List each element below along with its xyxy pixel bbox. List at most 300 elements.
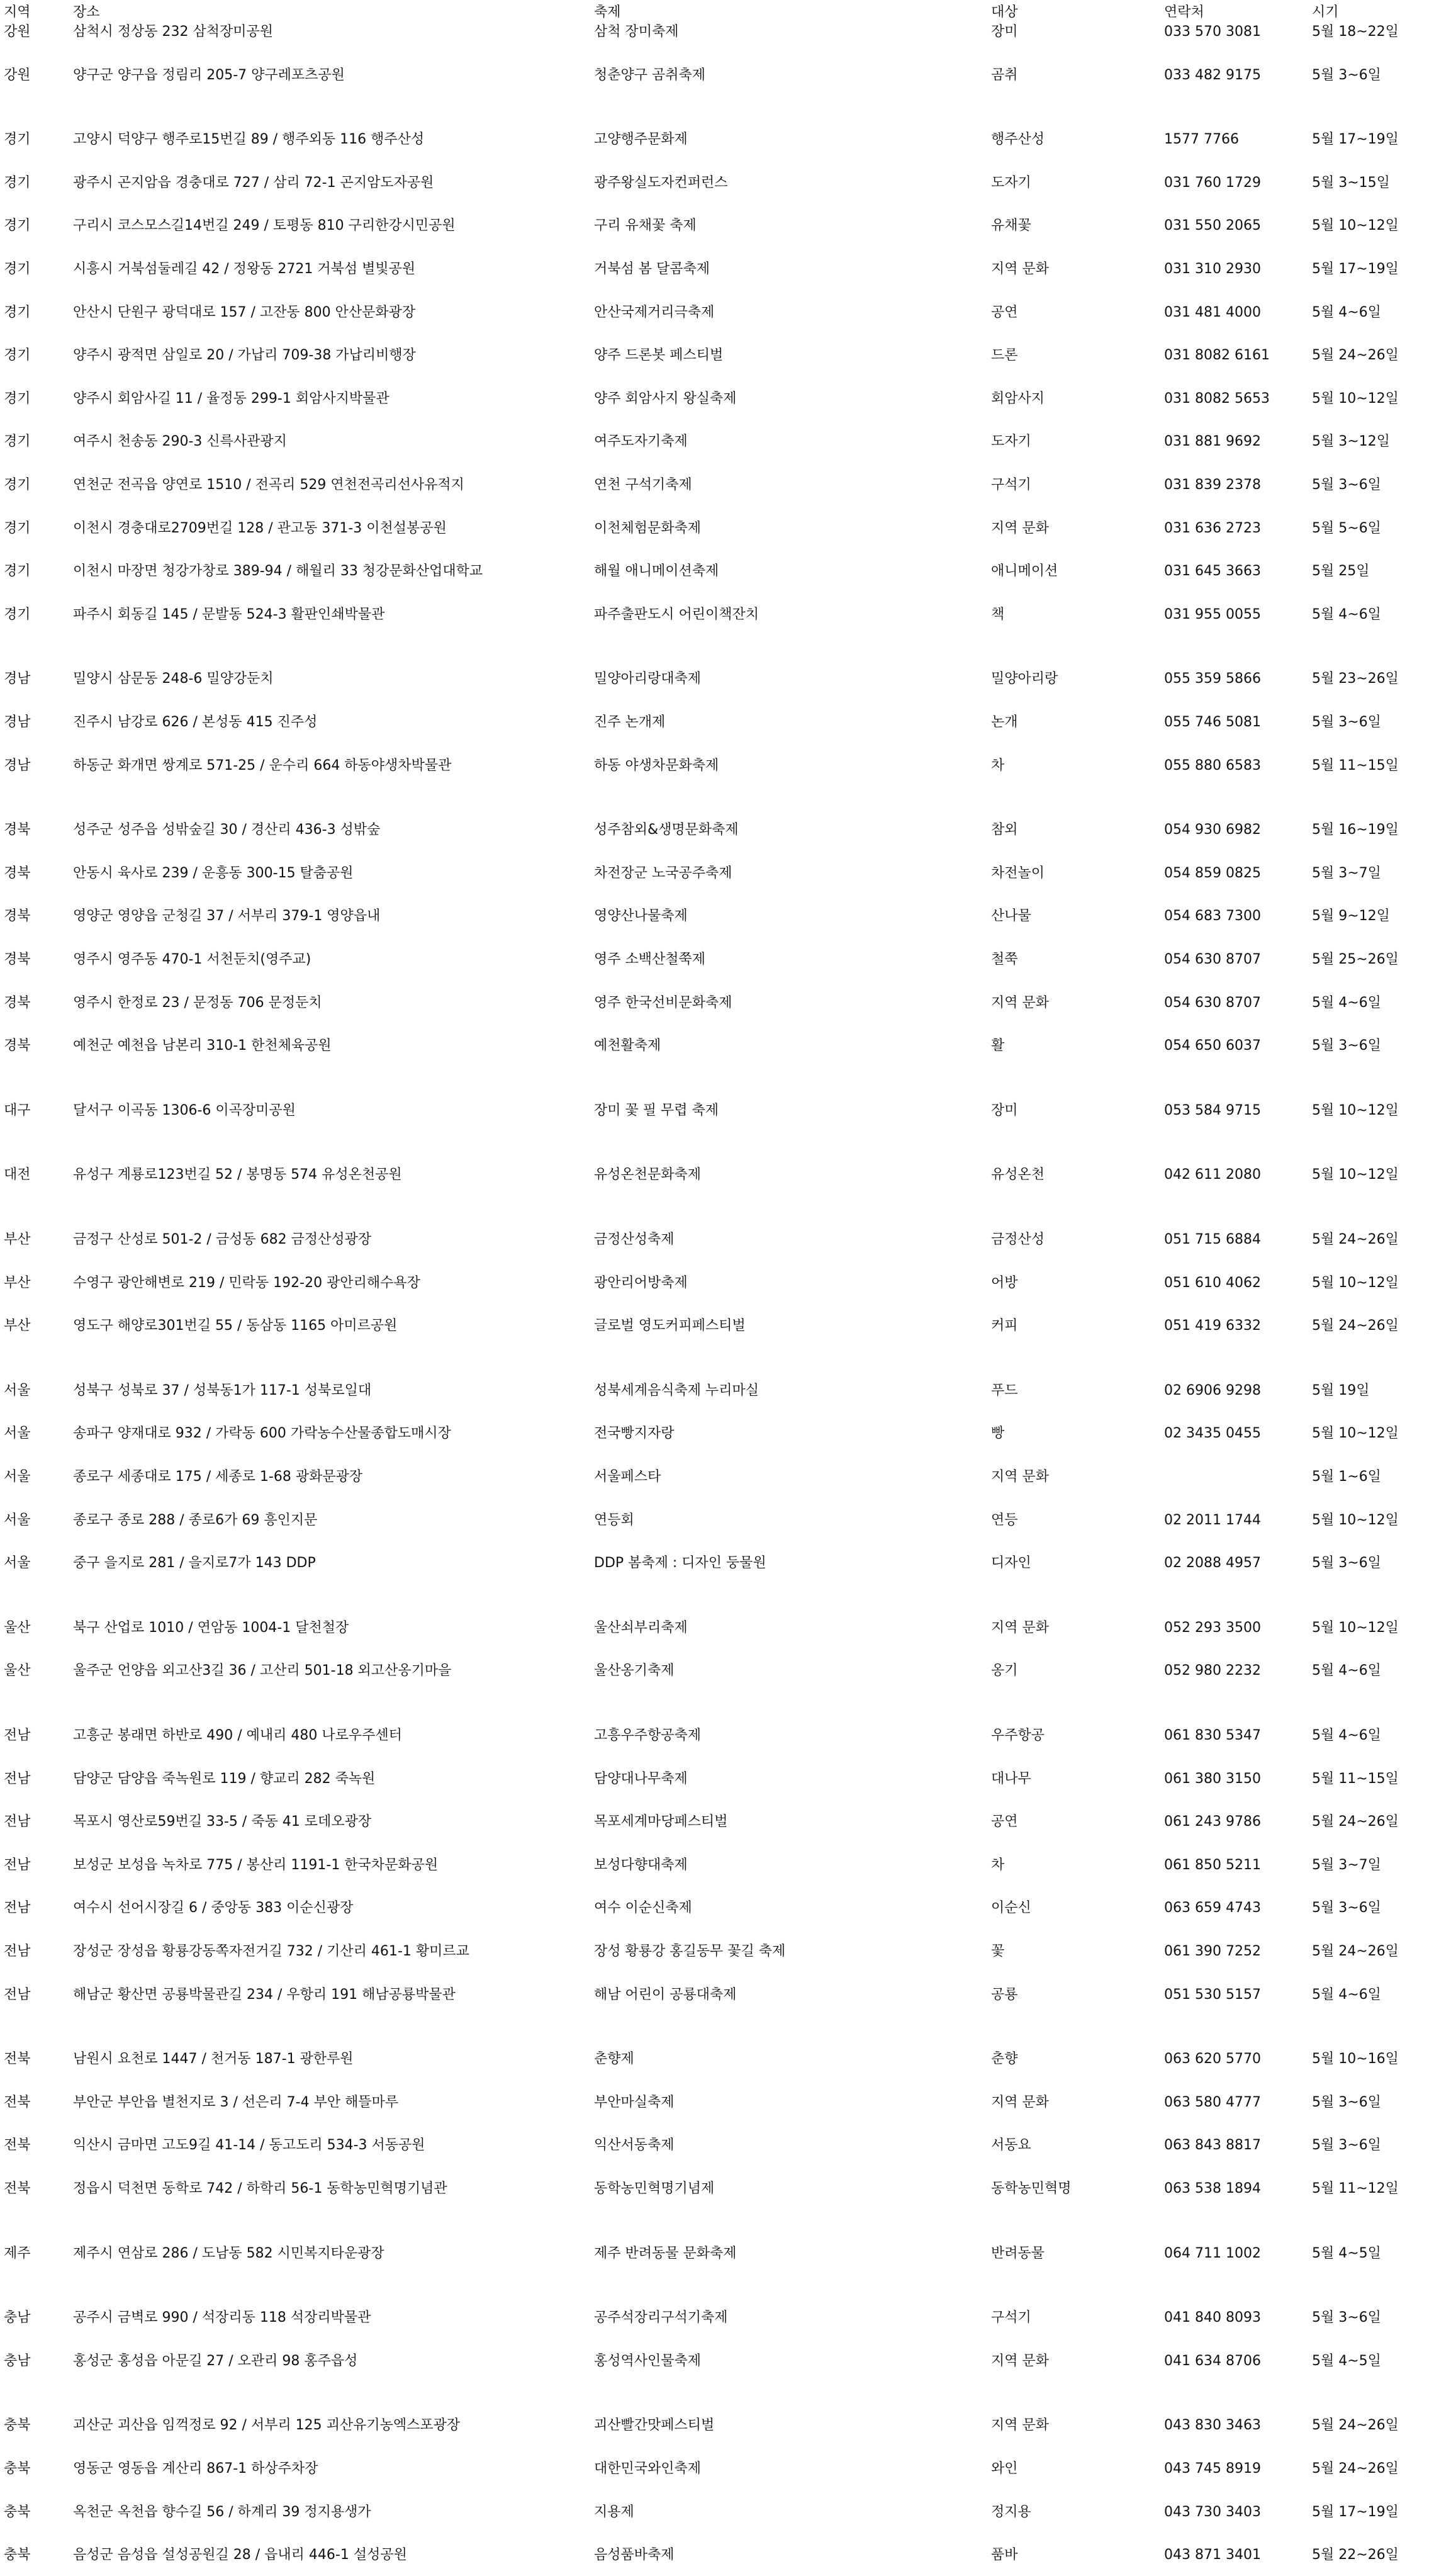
- table-row: [0, 1941, 1451, 1962]
- table-row: [0, 2135, 1451, 2156]
- cell-period: 5월 4~6일: [1312, 305, 1381, 320]
- cell-region: 경기: [4, 520, 31, 536]
- table-row: [0, 1315, 1451, 1337]
- cell-place: 예천군 예천읍 남본리 310-1 한천체육공원: [73, 1038, 332, 1054]
- cell-phone: 051 419 6332: [1164, 1318, 1261, 1334]
- table-row: [0, 906, 1451, 927]
- cell-festival: 해월 애니메이션축제: [594, 563, 719, 579]
- cell-period: 5월 10~12일: [1312, 218, 1399, 233]
- cell-phone: 054 650 6037: [1164, 1038, 1261, 1054]
- cell-target: 동학농민혁명: [991, 2181, 1072, 2196]
- cell-period: 5월 3~15일: [1312, 175, 1390, 191]
- table-row: [0, 2092, 1451, 2113]
- cell-festival: 보성다향대축제: [594, 1857, 688, 1873]
- cell-festival: 제주 반려동물 문화축제: [594, 2246, 737, 2261]
- cell-region: 강원: [4, 67, 31, 83]
- cell-target: 서동요: [991, 2137, 1031, 2153]
- column-header-region: 지역: [4, 4, 31, 20]
- cell-region: 부산: [4, 1275, 31, 1291]
- cell-region: 서울: [4, 1512, 31, 1528]
- cell-phone: 054 683 7300: [1164, 908, 1261, 924]
- cell-place: 고흥군 봉래면 하반로 490 / 예내리 480 나로우주센터: [73, 1728, 402, 1743]
- cell-period: 5월 10~12일: [1312, 1275, 1399, 1291]
- cell-region: 울산: [4, 1663, 31, 1679]
- cell-region: 경기: [4, 347, 31, 363]
- cell-region: 전북: [4, 2181, 31, 2196]
- cell-region: 전남: [4, 1943, 31, 1959]
- cell-target: 차: [991, 758, 1005, 773]
- cell-festival: 이천체험문화축제: [594, 520, 702, 536]
- cell-region: 경북: [4, 995, 31, 1011]
- cell-phone: 031 955 0055: [1164, 607, 1261, 622]
- cell-period: 5월 19일: [1312, 1383, 1370, 1398]
- cell-period: 5월 5~6일: [1312, 520, 1381, 536]
- cell-period: 5월 9~12일: [1312, 908, 1390, 924]
- cell-place: 영주시 영주동 470-1 서천둔치(영주교): [73, 952, 311, 967]
- cell-festival: 여수 이순신축제: [594, 1900, 692, 1916]
- cell-place: 종로구 세종대로 175 / 세종로 1-68 광화문광장: [73, 1469, 363, 1485]
- cell-place: 음성군 음성읍 설성공원길 28 / 읍내리 446-1 설성공원: [73, 2547, 407, 2563]
- cell-place: 익산시 금마면 고도9길 41-14 / 동고도리 534-3 서동공원: [73, 2137, 425, 2153]
- cell-target: 구석기: [991, 477, 1031, 493]
- cell-phone: 055 746 5081: [1164, 714, 1261, 730]
- cell-target: 행주산성: [991, 132, 1045, 147]
- cell-region: 경기: [4, 261, 31, 277]
- cell-period: 5월 17~19일: [1312, 261, 1399, 277]
- cell-festival: 양주 회암사지 왕실축제: [594, 391, 737, 407]
- table-row: [0, 1898, 1451, 1919]
- cell-phone: 053 584 9715: [1164, 1103, 1261, 1118]
- table-row: [0, 475, 1451, 496]
- cell-place: 영양군 영양읍 군청길 37 / 서부리 379-1 영양읍내: [73, 908, 381, 924]
- cell-period: 5월 4~5일: [1312, 2246, 1381, 2261]
- cell-place: 부안군 부안읍 별천지로 3 / 선은리 7-4 부안 해뜰마루: [73, 2095, 399, 2110]
- cell-place: 해남군 황산면 공룡박물관길 234 / 우항리 191 해남공룡박물관: [73, 1987, 456, 2003]
- cell-target: 공연: [991, 1814, 1018, 1830]
- cell-phone: 055 359 5866: [1164, 671, 1261, 687]
- cell-place: 파주시 회동길 145 / 문발동 524-3 활판인쇄박물관: [73, 607, 385, 622]
- cell-target: 지역 문화: [991, 1620, 1050, 1636]
- cell-festival: 울산옹기축제: [594, 1663, 675, 1679]
- cell-target: 푸드: [991, 1383, 1018, 1398]
- cell-period: 5월 3~6일: [1312, 67, 1381, 83]
- cell-target: 어방: [991, 1275, 1018, 1291]
- cell-target: 도자기: [991, 175, 1031, 191]
- cell-place: 남원시 요천로 1447 / 천거동 187-1 광한루원: [73, 2051, 354, 2067]
- cell-place: 괴산군 괴산읍 임꺽정로 92 / 서부리 125 괴산유기농엑스포광장: [73, 2417, 461, 2433]
- cell-festival: 고흥우주항공축제: [594, 1728, 702, 1743]
- cell-region: 경기: [4, 132, 31, 147]
- column-header-target: 대상: [991, 4, 1018, 20]
- cell-place: 여수시 선어시장길 6 / 중앙동 383 이순신광장: [73, 1900, 354, 1916]
- cell-festival: 공주석장리구석기축제: [594, 2310, 728, 2326]
- table-row: [0, 1380, 1451, 1402]
- cell-place: 광주시 곤지암읍 경충대로 727 / 삼리 72-1 곤지암도자공원: [73, 175, 434, 191]
- cell-place: 공주시 금벽로 990 / 석장리동 118 석장리박물관: [73, 2310, 371, 2326]
- column-header-phone: 연락처: [1164, 4, 1204, 20]
- cell-region: 경북: [4, 952, 31, 967]
- cell-festival: 글로벌 영도커피페스티벌: [594, 1318, 746, 1334]
- cell-festival: 안산국제거리극축제: [594, 305, 715, 320]
- table-row: [0, 1100, 1451, 1122]
- cell-place: 달서구 이곡동 1306-6 이곡장미공원: [73, 1103, 296, 1118]
- cell-region: 경북: [4, 865, 31, 881]
- cell-period: 5월 4~5일: [1312, 2353, 1381, 2369]
- cell-period: 5월 24~26일: [1312, 347, 1399, 363]
- cell-festival: 서울페스타: [594, 1469, 661, 1485]
- table-row: [0, 1725, 1451, 1746]
- cell-region: 경북: [4, 822, 31, 838]
- cell-target: 대나무: [991, 1771, 1031, 1787]
- cell-period: 5월 10~12일: [1312, 391, 1399, 407]
- column-header-place: 장소: [73, 4, 100, 20]
- cell-place: 유성구 계룡로123번길 52 / 봉명동 574 유성온천공원: [73, 1167, 402, 1183]
- cell-phone: 031 8082 6161: [1164, 347, 1270, 363]
- cell-place: 구리시 코스모스길14번길 249 / 토평동 810 구리한강시민공원: [73, 218, 456, 233]
- cell-festival: 양주 드론봇 페스티벌: [594, 347, 724, 363]
- cell-target: 디자인: [991, 1555, 1031, 1571]
- cell-period: 5월 10~12일: [1312, 1512, 1399, 1528]
- cell-period: 5월 3~6일: [1312, 1900, 1381, 1916]
- table-row: [0, 2351, 1451, 2372]
- cell-phone: 052 293 3500: [1164, 1620, 1261, 1636]
- cell-place: 연천군 전곡읍 양연로 1510 / 전곡리 529 연천전곡리선사유적지: [73, 477, 464, 493]
- cell-period: 5월 3~6일: [1312, 1555, 1381, 1571]
- cell-phone: 043 745 8919: [1164, 2461, 1261, 2477]
- cell-festival: 울산쇠부리축제: [594, 1620, 688, 1636]
- cell-place: 양구군 양구읍 정림리 205-7 양구레포츠공원: [73, 67, 345, 83]
- cell-phone: 031 8082 5653: [1164, 391, 1270, 407]
- cell-phone: 051 610 4062: [1164, 1275, 1261, 1291]
- cell-target: 지역 문화: [991, 520, 1050, 536]
- cell-target: 활: [991, 1038, 1005, 1054]
- cell-phone: 031 310 2930: [1164, 261, 1261, 277]
- cell-region: 전남: [4, 1728, 31, 1743]
- cell-target: 드론: [991, 347, 1018, 363]
- column-header-festival: 축제: [594, 4, 621, 20]
- cell-period: 5월 3~7일: [1312, 865, 1381, 881]
- cell-region: 충북: [4, 2417, 31, 2433]
- cell-festival: 유성온천문화축제: [594, 1167, 702, 1183]
- cell-target: 지역 문화: [991, 2095, 1050, 2110]
- cell-period: 5월 10~16일: [1312, 2051, 1399, 2067]
- table-row: [0, 1510, 1451, 1531]
- cell-festival: 목포세계마당페스티벌: [594, 1814, 728, 1830]
- table-row: [0, 172, 1451, 194]
- cell-region: 서울: [4, 1426, 31, 1441]
- cell-target: 금정산성: [991, 1232, 1045, 1247]
- table-row: [0, 259, 1451, 280]
- cell-region: 경북: [4, 1038, 31, 1054]
- cell-period: 5월 3~6일: [1312, 714, 1381, 730]
- cell-target: 애니메이션: [991, 563, 1058, 579]
- cell-region: 전남: [4, 1900, 31, 1916]
- cell-festival: 구리 유채꽃 축제: [594, 218, 697, 233]
- cell-region: 대전: [4, 1167, 31, 1183]
- table-row: [0, 65, 1451, 86]
- cell-phone: 061 243 9786: [1164, 1814, 1261, 1830]
- cell-target: 우주항공: [991, 1728, 1045, 1743]
- table-row: [0, 388, 1451, 410]
- cell-target: 차전놀이: [991, 865, 1045, 881]
- cell-festival: 익산서동축제: [594, 2137, 675, 2153]
- table-row: [0, 668, 1451, 690]
- cell-place: 담양군 담양읍 죽녹원로 119 / 향교리 282 죽녹원: [73, 1771, 376, 1787]
- table-row: [0, 345, 1451, 366]
- cell-region: 전북: [4, 2137, 31, 2153]
- cell-phone: 054 859 0825: [1164, 865, 1261, 881]
- cell-region: 경기: [4, 305, 31, 320]
- cell-place: 보성군 보성읍 녹차로 775 / 봉산리 1191-1 한국차문화공원: [73, 1857, 439, 1873]
- table-row: [0, 2307, 1451, 2329]
- cell-phone: 031 645 3663: [1164, 563, 1261, 579]
- table-row: [0, 1273, 1451, 1294]
- cell-phone: 063 659 4743: [1164, 1900, 1261, 1916]
- cell-period: 5월 1~6일: [1312, 1469, 1381, 1485]
- cell-target: 꽃: [991, 1943, 1005, 1959]
- cell-target: 커피: [991, 1318, 1018, 1334]
- table-row: [0, 1660, 1451, 1682]
- table-row: [0, 1984, 1451, 2006]
- cell-region: 전북: [4, 2095, 31, 2110]
- cell-phone: 043 830 3463: [1164, 2417, 1261, 2433]
- cell-phone: 064 711 1002: [1164, 2246, 1261, 2261]
- cell-period: 5월 11~15일: [1312, 1771, 1399, 1787]
- cell-region: 경기: [4, 477, 31, 493]
- cell-place: 장성군 장성읍 황룡강동쪽자전거길 732 / 기산리 461-1 황미르교: [73, 1943, 469, 1959]
- cell-target: 책: [991, 607, 1005, 622]
- cell-period: 5월 10~12일: [1312, 1167, 1399, 1183]
- cell-phone: 054 630 8707: [1164, 995, 1261, 1011]
- cell-phone: 043 730 3403: [1164, 2504, 1261, 2520]
- cell-place: 울주군 언양읍 외고산3길 36 / 고산리 501-18 외고산옹기마을: [73, 1663, 452, 1679]
- table-row: [0, 129, 1451, 150]
- cell-phone: 02 2088 4957: [1164, 1555, 1261, 1571]
- table-row: [0, 1423, 1451, 1444]
- cell-place: 제주시 연삼로 286 / 도남동 582 시민복지타운광장: [73, 2246, 384, 2261]
- cell-target: 밀양아리랑: [991, 671, 1058, 687]
- table-row: [0, 2049, 1451, 2070]
- cell-target: 장미: [991, 1103, 1018, 1118]
- cell-period: 5월 3~6일: [1312, 2137, 1381, 2153]
- cell-region: 경북: [4, 908, 31, 924]
- cell-place: 고양시 덕양구 행주로15번길 89 / 행주외동 116 행주산성: [73, 132, 425, 147]
- cell-festival: 대한민국와인축제: [594, 2461, 702, 2477]
- cell-place: 이천시 경충대로2709번길 128 / 관고동 371-3 이천설봉공원: [73, 520, 447, 536]
- table-row: [0, 21, 1451, 43]
- cell-place: 양주시 광적면 삼일로 20 / 가납리 709-38 가납리비행장: [73, 347, 416, 363]
- cell-place: 북구 산업로 1010 / 연암동 1004-1 달천철장: [73, 1620, 349, 1636]
- cell-festival: 성주참외&생명문화축제: [594, 822, 739, 838]
- cell-target: 지역 문화: [991, 995, 1050, 1011]
- cell-period: 5월 24~26일: [1312, 1318, 1399, 1334]
- cell-target: 철쭉: [991, 952, 1018, 967]
- cell-period: 5월 4~6일: [1312, 607, 1381, 622]
- table-row: [0, 863, 1451, 884]
- cell-region: 경기: [4, 563, 31, 579]
- cell-region: 전북: [4, 2051, 31, 2067]
- cell-festival: 영주 한국선비문화축제: [594, 995, 732, 1011]
- cell-target: 연등: [991, 1512, 1018, 1528]
- cell-region: 전남: [4, 1771, 31, 1787]
- cell-festival: 금정산성축제: [594, 1232, 675, 1247]
- cell-period: 5월 10~12일: [1312, 1620, 1399, 1636]
- cell-region: 서울: [4, 1383, 31, 1398]
- cell-target: 정지용: [991, 2504, 1031, 2520]
- cell-place: 삼척시 정상동 232 삼척장미공원: [73, 24, 273, 40]
- cell-period: 5월 22~26일: [1312, 2547, 1399, 2563]
- cell-festival: 장미 꽃 필 무렵 축제: [594, 1103, 719, 1118]
- cell-phone: 041 634 8706: [1164, 2353, 1261, 2369]
- cell-phone: 031 760 1729: [1164, 175, 1261, 191]
- cell-period: 5월 4~6일: [1312, 995, 1381, 1011]
- cell-phone: 063 843 8817: [1164, 2137, 1261, 2153]
- table-row: [0, 1553, 1451, 1574]
- cell-festival: 담양대나무축제: [594, 1771, 688, 1787]
- cell-region: 대구: [4, 1103, 31, 1118]
- cell-target: 장미: [991, 24, 1018, 40]
- cell-period: 5월 24~26일: [1312, 1232, 1399, 1247]
- cell-place: 하동군 화개면 쌍계로 571-25 / 운수리 664 하동야생차박물관: [73, 758, 452, 773]
- table-row: [0, 431, 1451, 453]
- cell-period: 5월 3~6일: [1312, 1038, 1381, 1054]
- cell-phone: 02 2011 1744: [1164, 1512, 1261, 1528]
- cell-festival: 연등회: [594, 1512, 634, 1528]
- cell-phone: 063 620 5770: [1164, 2051, 1261, 2067]
- cell-period: 5월 24~26일: [1312, 2461, 1399, 2477]
- cell-place: 홍성군 홍성읍 아문길 27 / 오관리 98 홍주읍성: [73, 2353, 358, 2369]
- table-header: [0, 2, 1451, 23]
- table-row: [0, 215, 1451, 237]
- cell-phone: 042 611 2080: [1164, 1167, 1261, 1183]
- table-row: [0, 518, 1451, 539]
- cell-period: 5월 4~6일: [1312, 1987, 1381, 2003]
- cell-place: 안동시 육사로 239 / 운흥동 300-15 탈춤공원: [73, 865, 354, 881]
- cell-place: 양주시 회암사길 11 / 율정동 299-1 회암사지박물관: [73, 391, 389, 407]
- cell-festival: 하동 야생차문화축제: [594, 758, 719, 773]
- cell-target: 도자기: [991, 434, 1031, 449]
- cell-region: 서울: [4, 1555, 31, 1571]
- cell-target: 빵: [991, 1426, 1005, 1441]
- cell-place: 옥천군 옥천읍 향수길 56 / 하계리 39 정지용생가: [73, 2504, 371, 2520]
- cell-phone: 051 715 6884: [1164, 1232, 1261, 1247]
- cell-phone: 02 3435 0455: [1164, 1426, 1261, 1441]
- cell-target: 춘향: [991, 2051, 1018, 2067]
- cell-festival: 광안리어방축제: [594, 1275, 688, 1291]
- cell-region: 경남: [4, 714, 31, 730]
- cell-festival: 청춘양구 곰취축제: [594, 67, 706, 83]
- cell-period: 5월 24~26일: [1312, 2417, 1399, 2433]
- cell-festival: 동학농민혁명기념제: [594, 2181, 715, 2196]
- cell-festival: 괴산빨간맛페스티벌: [594, 2417, 715, 2433]
- cell-period: 5월 3~7일: [1312, 1857, 1381, 1873]
- table-row: [0, 819, 1451, 841]
- cell-place: 이천시 마장면 청강가창로 389-94 / 해월리 33 청강문화산업대학교: [73, 563, 483, 579]
- cell-period: 5월 10~12일: [1312, 1103, 1399, 1118]
- cell-festival: 영주 소백산철쭉제: [594, 952, 706, 967]
- table-row: [0, 1855, 1451, 1876]
- cell-target: 이순신: [991, 1900, 1031, 1916]
- table-row: [0, 949, 1451, 970]
- cell-target: 반려동물: [991, 2246, 1045, 2261]
- cell-period: 5월 11~15일: [1312, 758, 1399, 773]
- cell-festival: 영양산나물축제: [594, 908, 688, 924]
- cell-place: 영도구 해양로301번길 55 / 동삼동 1165 아미르공원: [73, 1318, 398, 1334]
- cell-phone: 052 980 2232: [1164, 1663, 1261, 1679]
- cell-phone: 051 530 5157: [1164, 1987, 1261, 2003]
- cell-period: 5월 3~6일: [1312, 477, 1381, 493]
- cell-festival: 광주왕실도자컨퍼런스: [594, 175, 728, 191]
- cell-region: 경기: [4, 391, 31, 407]
- cell-festival: 파주출판도시 어린이책잔치: [594, 607, 759, 622]
- cell-region: 충남: [4, 2353, 31, 2369]
- cell-target: 공룡: [991, 1987, 1018, 2003]
- cell-period: 5월 3~12일: [1312, 434, 1390, 449]
- cell-period: 5월 25일: [1312, 563, 1370, 579]
- cell-target: 차: [991, 1857, 1005, 1873]
- cell-festival: 고양행주문화제: [594, 132, 688, 147]
- cell-phone: 061 380 3150: [1164, 1771, 1261, 1787]
- cell-target: 지역 문화: [991, 1469, 1050, 1485]
- cell-phone: 055 880 6583: [1164, 758, 1261, 773]
- cell-place: 금정구 산성로 501-2 / 금성동 682 금정산성광장: [73, 1232, 372, 1247]
- cell-period: 5월 16~19일: [1312, 822, 1399, 838]
- cell-festival: 전국빵지자랑: [594, 1426, 675, 1441]
- cell-period: 5월 24~26일: [1312, 1814, 1399, 1830]
- cell-phone: 1577 7766: [1164, 132, 1239, 147]
- cell-festival: 성북세계음식축제 누리마실: [594, 1383, 759, 1398]
- cell-phone: 063 538 1894: [1164, 2181, 1261, 2196]
- cell-region: 서울: [4, 1469, 31, 1485]
- cell-target: 품바: [991, 2547, 1018, 2563]
- table-row: [0, 1769, 1451, 1790]
- table-row: [0, 2545, 1451, 2566]
- cell-festival: 부안마실축제: [594, 2095, 675, 2110]
- cell-festival: 밀양아리랑대축제: [594, 671, 702, 687]
- cell-region: 경기: [4, 434, 31, 449]
- table-row: [0, 993, 1451, 1014]
- table-row: [0, 2415, 1451, 2436]
- cell-phone: 054 930 6982: [1164, 822, 1261, 838]
- cell-phone: 061 390 7252: [1164, 1943, 1261, 1959]
- cell-target: 지역 문화: [991, 261, 1050, 277]
- cell-place: 영주시 한정로 23 / 문정동 706 문정둔치: [73, 995, 322, 1011]
- cell-phone: 061 830 5347: [1164, 1728, 1261, 1743]
- cell-phone: 02 6906 9298: [1164, 1383, 1261, 1398]
- cell-region: 경남: [4, 758, 31, 773]
- table-row: [0, 2458, 1451, 2480]
- table-row: [0, 1466, 1451, 1488]
- table-row: [0, 1229, 1451, 1251]
- cell-place: 송파구 양재대로 932 / 가락동 600 가락농수산물종합도매시장: [73, 1426, 451, 1441]
- cell-phone: 061 850 5211: [1164, 1857, 1261, 1873]
- table-row: [0, 561, 1451, 582]
- cell-target: 옹기: [991, 1663, 1018, 1679]
- table-row: [0, 1035, 1451, 1057]
- cell-phone: 033 570 3081: [1164, 24, 1261, 40]
- cell-festival: 예천활축제: [594, 1038, 661, 1054]
- cell-period: 5월 4~6일: [1312, 1663, 1381, 1679]
- cell-target: 지역 문화: [991, 2417, 1050, 2433]
- cell-place: 목포시 영산로59번길 33-5 / 죽동 41 로데오광장: [73, 1814, 372, 1830]
- cell-festival: 음성품바축제: [594, 2547, 675, 2563]
- cell-period: 5월 23~26일: [1312, 671, 1399, 687]
- cell-phone: 054 630 8707: [1164, 952, 1261, 967]
- cell-target: 와인: [991, 2461, 1018, 2477]
- cell-region: 경기: [4, 607, 31, 622]
- cell-place: 중구 을지로 281 / 을지로7가 143 DDP: [73, 1555, 316, 1571]
- cell-period: 5월 3~6일: [1312, 2095, 1381, 2110]
